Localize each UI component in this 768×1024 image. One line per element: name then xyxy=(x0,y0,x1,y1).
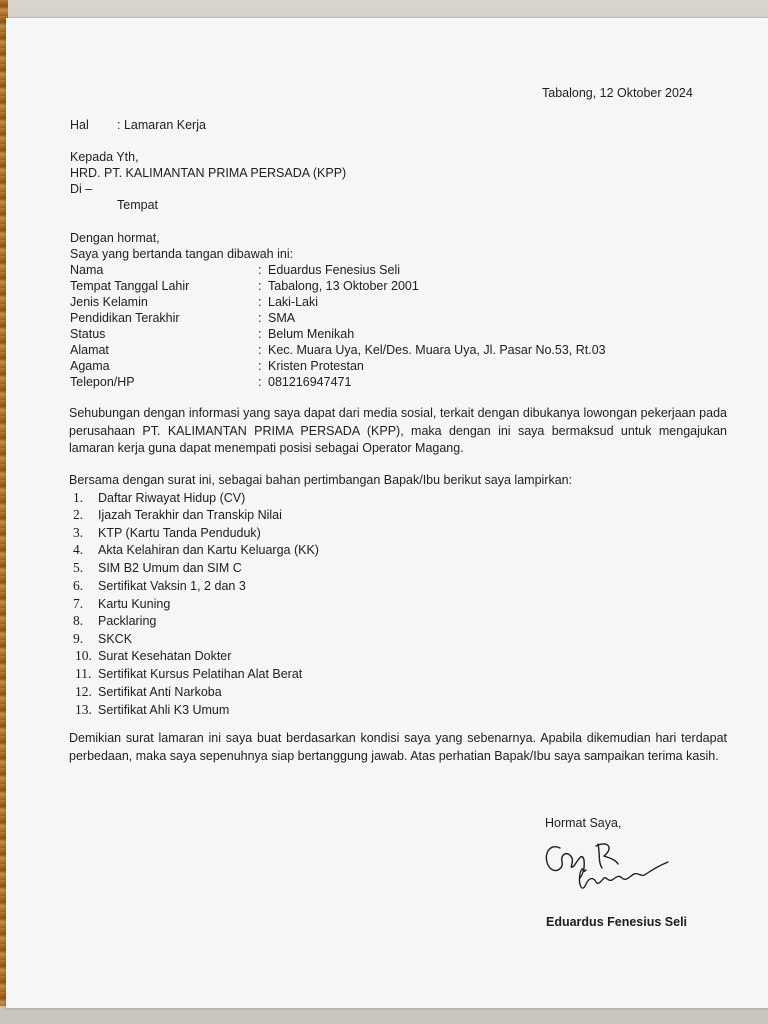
identity-value: Tabalong, 13 Oktober 2001 xyxy=(268,279,419,293)
list-item: SIM B2 Umum dan SIM C xyxy=(98,561,242,575)
list-item: Ijazah Terakhir dan Transkip Nilai xyxy=(98,508,282,522)
identity-intro: Saya yang bertanda tangan dibawah ini: xyxy=(70,247,294,261)
list-number: 8. xyxy=(73,613,84,628)
list-item: Packlaring xyxy=(98,614,157,628)
list-number: 5. xyxy=(73,560,84,575)
letter-date: Tabalong, 12 Oktober 2024 xyxy=(542,86,693,100)
list-number: 4. xyxy=(73,542,84,557)
list-number: 13. xyxy=(75,702,92,717)
signer-name: Eduardus Fenesius Seli xyxy=(546,915,688,929)
identity-value: Kec. Muara Uya, Kel/Des. Muara Uya, Jl. Pasar No.53, Rt.03 xyxy=(268,343,606,357)
list-number: 1. xyxy=(73,490,84,505)
identity-label: Status xyxy=(70,327,106,341)
list-number: 3. xyxy=(73,525,84,540)
recipient-company: HRD. PT. KALIMANTAN PRIMA PERSADA (KPP) xyxy=(70,166,347,180)
list-number: 10. xyxy=(75,648,92,663)
identity-value: Eduardus Fenesius Seli xyxy=(268,263,401,277)
list-number: 6. xyxy=(73,578,84,593)
list-number: 9. xyxy=(73,631,84,646)
list-item: Sertifikat Ahli K3 Umum xyxy=(98,703,230,717)
addressee-salutation: Kepada Yth, xyxy=(70,150,139,164)
list-item: Sertifikat Anti Narkoba xyxy=(98,685,222,699)
identity-label: Alamat xyxy=(70,343,109,357)
identity-value: Belum Menikah xyxy=(268,327,355,341)
identity-value: 081216947471 xyxy=(268,375,352,389)
list-number: 11. xyxy=(75,666,92,681)
sign-off: Hormat Saya, xyxy=(545,816,622,830)
list-item: SKCK xyxy=(98,632,133,646)
list-number: 7. xyxy=(73,596,84,611)
identity-colon: : xyxy=(258,295,262,309)
handwritten-signature xyxy=(538,834,678,904)
recipient-di: Di – xyxy=(70,182,93,196)
subject-value: : Lamaran Kerja xyxy=(117,118,206,132)
attachments-intro: Bersama dengan surat ini, sebagai bahan pertimbangan Bapak/Ibu berikut saya lampirkan: xyxy=(69,473,573,487)
list-item: Daftar Riwayat Hidup (CV) xyxy=(98,491,246,505)
identity-label: Tempat Tanggal Lahir xyxy=(70,279,190,293)
identity-label: Agama xyxy=(70,359,110,373)
subject-label: Hal xyxy=(70,118,89,132)
list-number: 2. xyxy=(73,507,84,522)
identity-value: Kristen Protestan xyxy=(268,359,364,373)
greeting: Dengan hormat, xyxy=(70,231,160,245)
identity-label: Jenis Kelamin xyxy=(70,295,148,309)
list-item: Surat Kesehatan Dokter xyxy=(98,649,232,663)
list-item: Akta Kelahiran dan Kartu Keluarga (KK) xyxy=(98,543,319,557)
identity-value: Laki-Laki xyxy=(268,295,319,309)
list-number: 12. xyxy=(75,684,92,699)
identity-colon: : xyxy=(258,279,262,293)
list-item: KTP (Kartu Tanda Penduduk) xyxy=(98,526,261,540)
closing-paragraph: Demikian surat lamaran ini saya buat berdasarkan kondisi saya yang sebenarnya. Apabila dikemudian hari terdapat perbedaan, maka saya sepenuhnya siap bertanggung jawab. Atas perhatian Bapak/Ibu saya sampaikan terima kasih. xyxy=(69,731,727,763)
recipient-place: Tempat xyxy=(117,198,158,212)
identity-label: Nama xyxy=(70,263,104,277)
identity-label: Pendidikan Terakhir xyxy=(70,311,180,325)
list-item: Kartu Kuning xyxy=(98,597,171,611)
background-surface xyxy=(0,1006,768,1024)
identity-colon: : xyxy=(258,359,262,373)
list-item: Sertifikat Vaksin 1, 2 dan 3 xyxy=(98,579,246,593)
identity-colon: : xyxy=(258,263,262,277)
identity-label: Telepon/HP xyxy=(70,375,135,389)
identity-value: SMA xyxy=(268,311,296,325)
identity-colon: : xyxy=(258,327,262,341)
list-item: Sertifikat Kursus Pelatihan Alat Berat xyxy=(98,667,303,681)
identity-colon: : xyxy=(258,311,262,325)
body-paragraph: Sehubungan dengan informasi yang saya dapat dari media sosial, terkait dengan dibukanya lowongan pekerjaan pada perusahaan PT. KALIMANTAN PRIMA PERSADA (KPP), maka dengan ini saya bermaksud untuk mengajukan lamaran kerja guna dapat menempati posisi sebagai Operator Magang. xyxy=(69,406,727,455)
identity-colon: : xyxy=(258,375,262,389)
identity-colon: : xyxy=(258,343,262,357)
